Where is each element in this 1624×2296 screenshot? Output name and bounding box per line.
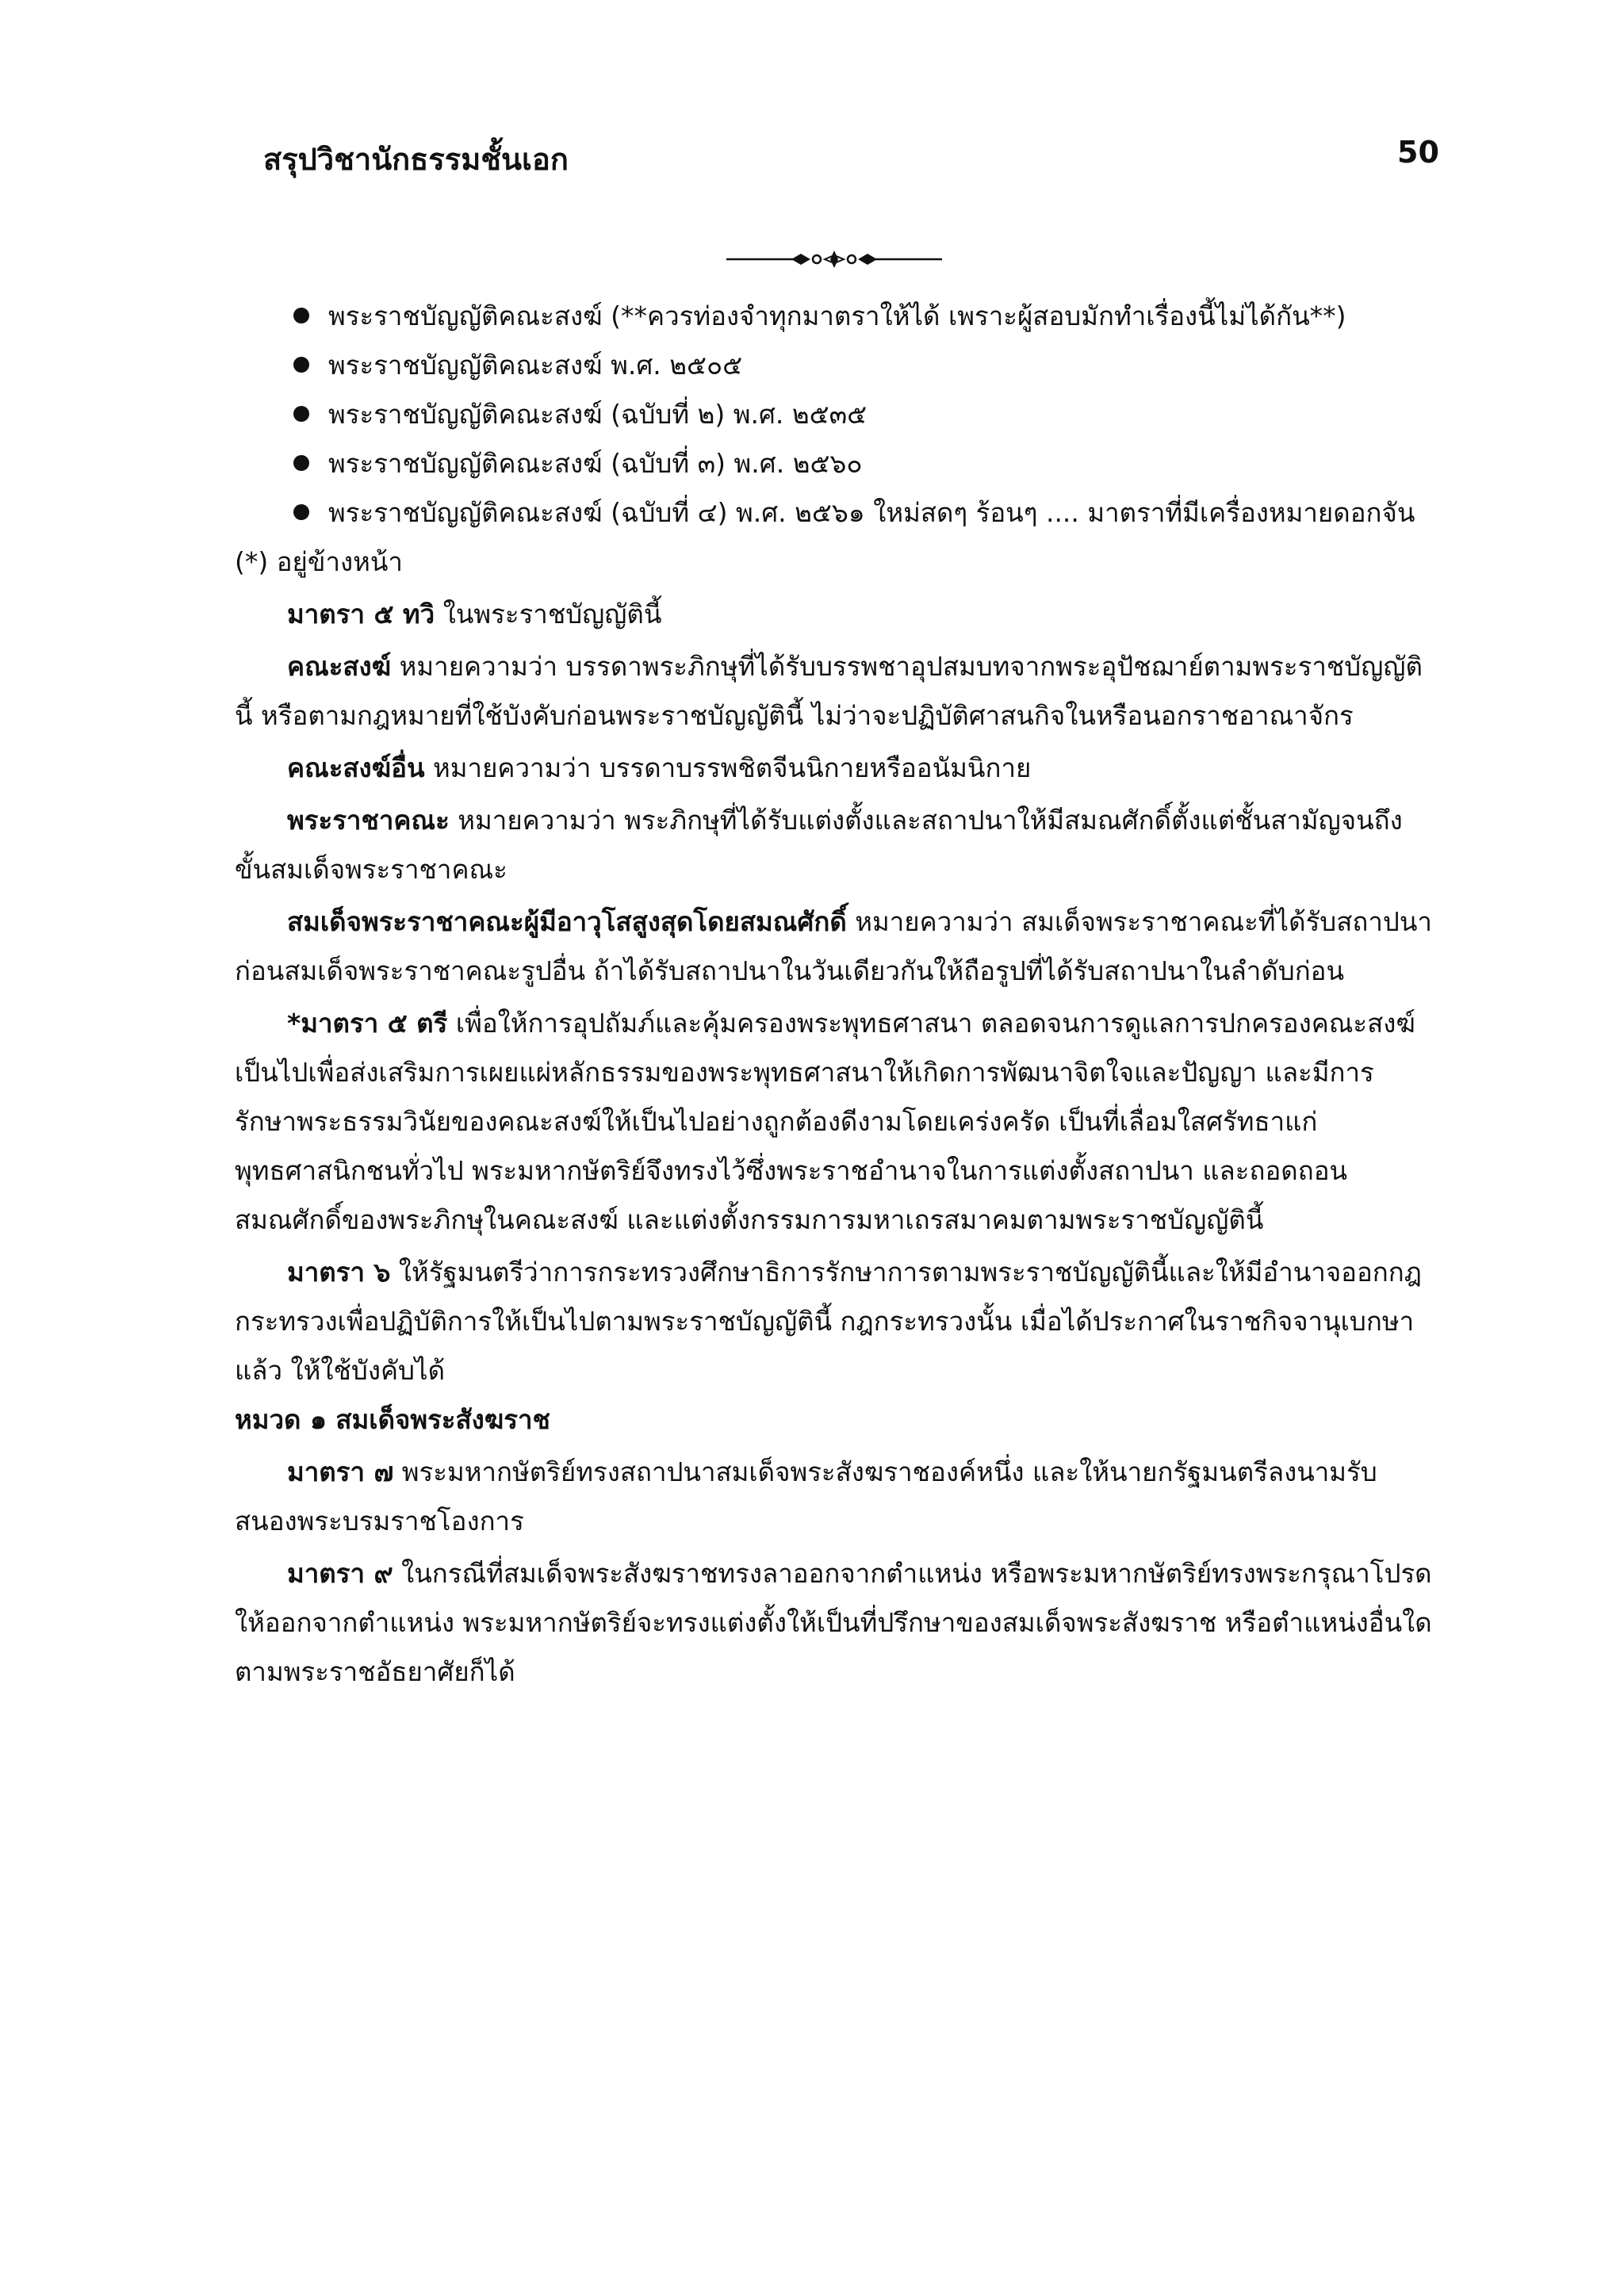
chapter-heading: หมวด ๑ สมเด็จพระสังฆราช (235, 1404, 550, 1435)
section-paragraph: มาตรา ๗ พระมหากษัตริย์ทรงสถาปนาสมเด็จพระสังฆราชองค์หนึ่ง และให้นายกรัฐมนตรีลงนามรับสนองพระบรมราชโองการ (235, 1456, 1377, 1536)
section-paragraph: *มาตรา ๕ ตรี เพื่อให้การอุปถัมภ์และคุ้มครองพระพุทธศาสนา ตลอดจนการดูแลการปกครองคณะสงฆ์เป็นไปเพื่อส่งเสริมการเผยแผ่หลักธรรมของพระพุทธศาสนาให้เกิดการพัฒนาจิตใจและปัญญา และมีการรักษาพระธรรมวินัยของคณะสงฆ์ให้เป็นไปอย่างถูกต้องดีงามโดยเคร่งครัด เป็นที่เลื่อมใสศรัทธาแก่พุทธศาสนิกชนทั่วไป พระมหากษัตริย์จึงทรงไว้ซึ่งพระราชอำนาจในการแต่งตั้งสถาปนา และถอดถอนสมณศักดิ์ของพระภิกษุในคณะสงฆ์ และแต่งตั้งกรรมการมหาเถรสมาคมตามพระราชบัญญัตินี้ (235, 1008, 1415, 1235)
bullet-icon (293, 455, 309, 471)
section-paragraph: มาตรา ๖ ให้รัฐมนตรีว่าการกระทรวงศึกษาธิการรักษาการตามพระราชบัญญัตินี้และให้มีอำนาจออกกฎกระทรวงเพื่อปฏิบัติการให้เป็นไปตามพระราชบัญญัตินี้ กฎกระทรวงนั้น เมื่อได้ประกาศในราชกิจจานุเบกษาแล้ว ให้ใช้บังคับได้ (235, 1257, 1422, 1386)
section-paragraph: มาตรา ๙ ในกรณีที่สมเด็จพระสังฆราชทรงลาออกจากตำแหน่ง หรือพระมหากษัตริย์ทรงพระกรุณาโปรดให้ออกจากตำแหน่ง พระมหากษัตริย์จะทรงแต่งตั้งให้เป็นที่ปรึกษาของสมเด็จพระสังฆราช หรือตำแหน่งอื่นใดตามพระราชอัธยาศัยก็ได้ (235, 1558, 1432, 1687)
definition-paragraph: คณะสงฆ์ หมายความว่า บรรดาพระภิกษุที่ได้รับบรรพชาอุปสมบทจากพระอุปัชฌาย์ตามพระราชบัญญัตินี้ หรือตามกฎหมายที่ใช้บังคับก่อนพระราชบัญญัตินี้ ไม่ว่าจะปฏิบัติศาสนกิจในหรือนอกราชอาณาจักร (235, 651, 1423, 731)
bullet-icon (293, 308, 309, 323)
definition-paragraph: สมเด็จพระราชาคณะผู้มีอาวุโสสูงสุดโดยสมณศักดิ์ หมายความว่า สมเด็จพระราชาคณะที่ได้รับสถาปนาก่อนสมเด็จพระราชาคณะรูปอื่น ถ้าได้รับสถาปนาในวันเดียวกันให้ถือรูปที่ได้รับสถาปนาในลำดับก่อน (235, 906, 1432, 986)
bullet-icon (293, 406, 309, 422)
document-body (235, 292, 1434, 1697)
list-item: พระราชบัญญัติคณะสงฆ์ (ฉบับที่ ๒) พ.ศ. ๒๕๓๕ (235, 390, 1434, 439)
ornament-divider-icon (725, 249, 944, 270)
definition-paragraph: คณะสงฆ์อื่น หมายความว่า บรรดาบรรพชิตจีนนิกายหรืออนัมนิกาย (287, 752, 1032, 783)
list-item: พระราชบัญญัติคณะสงฆ์ (ฉบับที่ ๔) พ.ศ. ๒๕๖๑ ใหม่สดๆ ร้อนๆ .... มาตราที่มีเครื่องหมายดอกจัน (*) อยู่ข้างหน้า (235, 497, 1415, 577)
list-item: พระราชบัญญัติคณะสงฆ์ พ.ศ. ๒๕๐๕ (235, 341, 1434, 390)
page-header-title: สรุปวิชานักธรรมชั้นเอก (263, 142, 569, 177)
definition-paragraph: พระราชาคณะ หมายความว่า พระภิกษุที่ได้รับแต่งตั้งและสถาปนาให้มีสมณศักดิ์ตั้งแต่ชั้นสามัญจนถึงขั้นสมเด็จพระราชาคณะ (235, 805, 1403, 885)
bullet-icon (293, 357, 309, 373)
bullet-icon (293, 504, 309, 520)
list-item: พระราชบัญญัติคณะสงฆ์ (**ควรท่องจำทุกมาตราให้ได้ เพราะผู้สอบมักทำเรื่องนี้ไม่ได้กัน**) (235, 292, 1434, 341)
act-list (235, 292, 1434, 587)
page-number: 50 (1397, 135, 1439, 170)
section-paragraph: มาตรา ๕ ทวิ ในพระราชบัญญัตินี้ (287, 599, 662, 629)
list-item: พระราชบัญญัติคณะสงฆ์ (ฉบับที่ ๓) พ.ศ. ๒๕๖๐ (235, 439, 1434, 488)
